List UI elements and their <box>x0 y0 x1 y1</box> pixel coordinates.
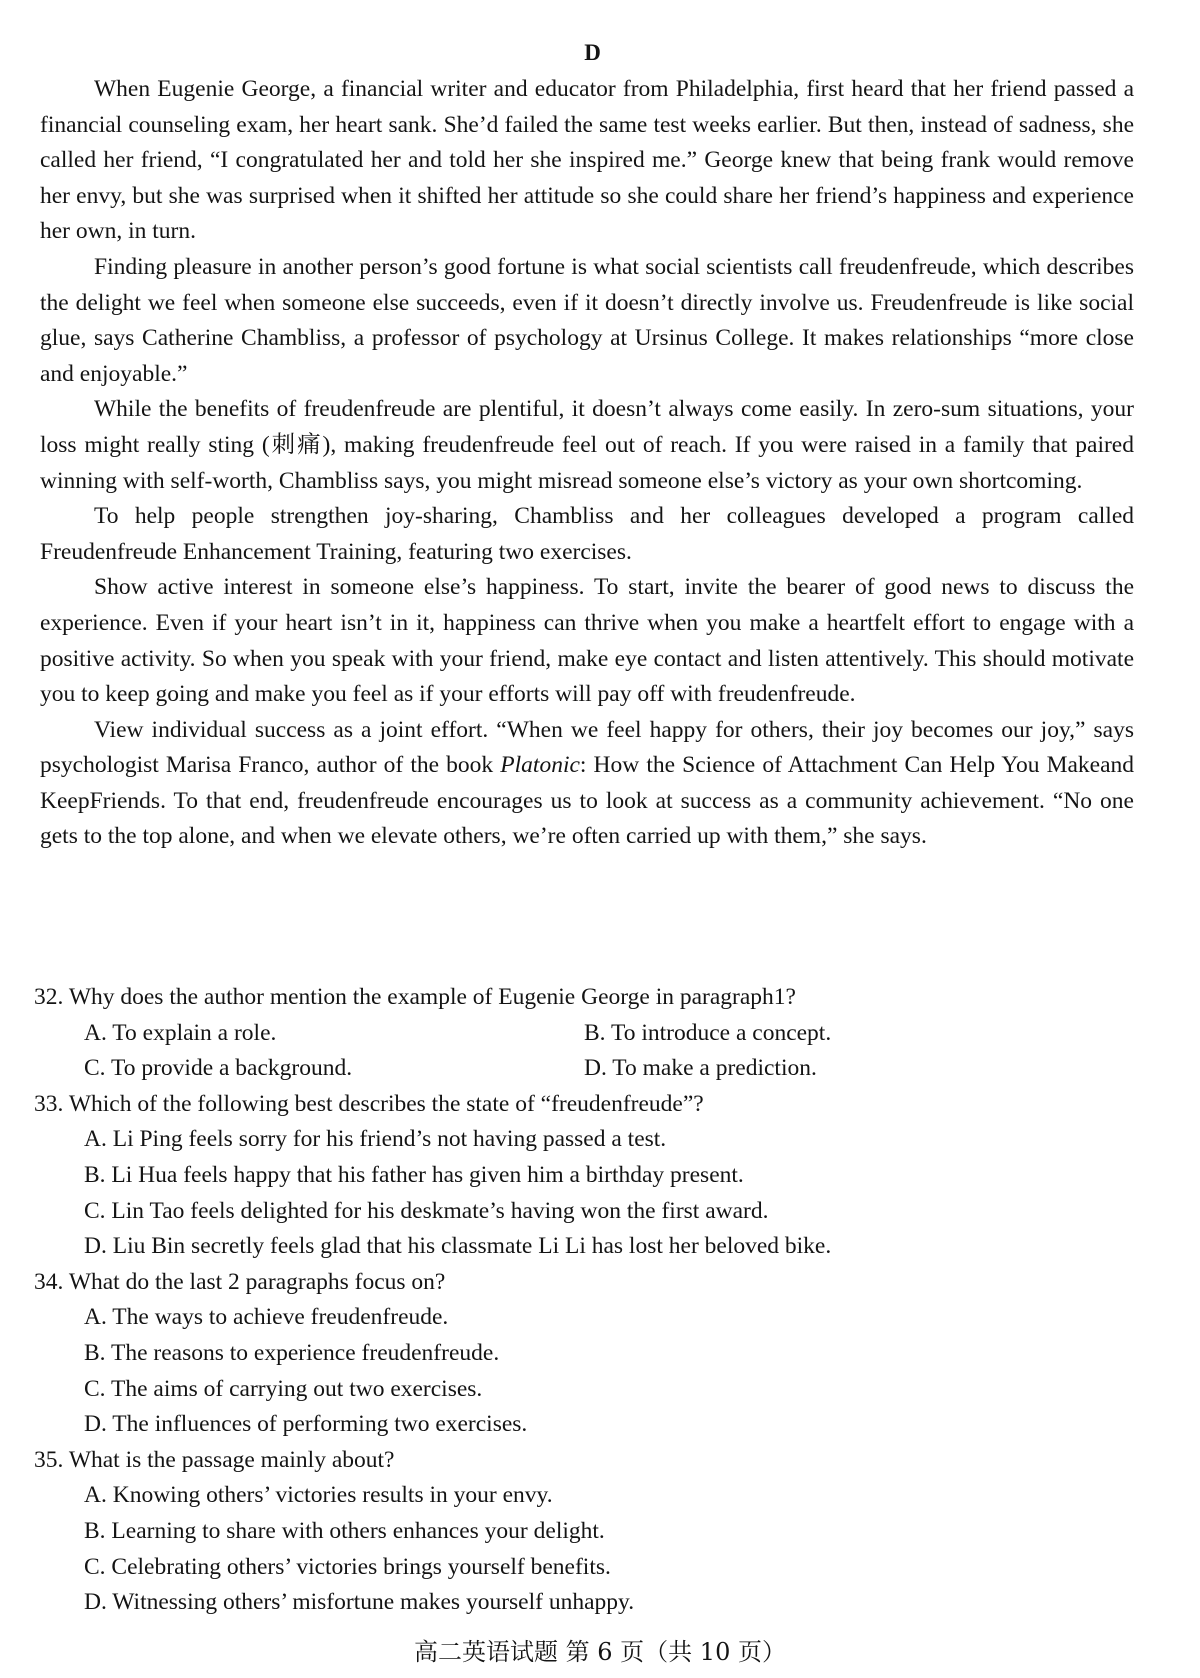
option-c: C. To provide a background. <box>84 1055 353 1082</box>
question-stem: 34. What do the last 2 paragraphs focus on? <box>34 1268 446 1295</box>
option-a: A. Li Ping feels sorry for his friend’s not having passed a test. <box>84 1126 667 1153</box>
paragraph-text: : How the Science of Attachment Can Help You Makeand KeepFriends. To that end, freudenfreude encourages us to look at success as a community achievement. “No one gets to the top alone, and when we elevate others, we’re often carried up with them,” she says. <box>40 752 1134 850</box>
option-c: C. The aims of carrying out two exercises. <box>84 1375 483 1402</box>
option-d: D. Witnessing others’ misfortune makes yourself unhappy. <box>84 1589 635 1616</box>
passage-paragraph-3: While the benefits of freudenfreude are plentiful, it doesn’t always come easily. In zero-sum situations, your loss might really sting (刺痛), making freudenfreude feel out of reach. If you were raised in a family that paired winning with self-worth, Chambliss says, you might misread someone else’s victory as your own shortcoming. <box>40 396 1134 494</box>
section-heading: D <box>584 40 601 65</box>
question-33 <box>34 1087 1134 1265</box>
passage-paragraph-4: To help people strengthen joy-sharing, Chambliss and her colleagues developed a program called Freudenfreude Enhancement Training, featuring two exercises. <box>40 503 1134 565</box>
option-c: C. Celebrating others’ victories brings yourself benefits. <box>84 1553 611 1580</box>
question-stem: 35. What is the passage mainly about? <box>34 1446 395 1473</box>
passage-paragraph-1: When Eugenie George, a financial writer and educator from Philadelphia, first heard that her friend passed a financial counseling exam, her heart sank. She’d failed the same test weeks earlier. But then, instead of sadness, she called her friend, “I congratulated her and told her she inspired me.” George knew that being frank would remove her envy, but she was surprised when it shifted her attitude so she could share her friend’s happiness and experience her own, in turn. <box>40 76 1134 245</box>
option-b: B. The reasons to experience freudenfreude. <box>84 1339 500 1366</box>
reading-passage <box>40 72 1134 855</box>
option-d: D. Liu Bin secretly feels glad that his classmate Li Li has lost her beloved bike. <box>84 1233 832 1260</box>
option-b: B. Learning to share with others enhances your delight. <box>84 1517 605 1544</box>
passage-paragraph-6 <box>40 713 1134 855</box>
question-list <box>34 980 1134 1621</box>
passage-paragraph-2: Finding pleasure in another person’s good fortune is what social scientists call freudenfreude, which describes the delight we feel when someone else succeeds, even if it doesn’t directly involve us. Freudenfreude is like social glue, says Catherine Chambliss, a professor of psychology at Ursinus College. It makes relationships “more close and enjoyable.” <box>40 253 1134 387</box>
book-title: Platonic <box>500 752 580 779</box>
page-footer: 高二英语试题 第 6 页（共 10 页） <box>414 1638 786 1666</box>
question-stem: 33. Which of the following best describes the state of “freudenfreude”? <box>34 1090 704 1117</box>
option-a: A. To explain a role. <box>84 1019 277 1046</box>
question-34 <box>34 1265 1134 1443</box>
option-d: D. To make a prediction. <box>584 1055 817 1082</box>
option-grid <box>34 1016 1134 1087</box>
option-a: A. Knowing others’ victories results in your envy. <box>84 1482 553 1509</box>
option-d: D. The influences of performing two exercises. <box>84 1411 528 1438</box>
option-c: C. Lin Tao feels delighted for his deskmate’s having won the first award. <box>84 1197 769 1224</box>
question-35 <box>34 1443 1134 1621</box>
passage-paragraph-5: Show active interest in someone else’s happiness. To start, invite the bearer of good news to discuss the experience. Even if your heart isn’t in it, happiness can thrive when you make a heartfelt effort to engage with a positive activity. So when you speak with your friend, make eye contact and listen attentively. This should motivate you to keep going and make you feel as if your efforts will pay off with freudenfreude. <box>40 574 1134 708</box>
option-b: B. To introduce a concept. <box>584 1019 832 1046</box>
question-stem: 32. Why does the author mention the example of Eugenie George in paragraph1? <box>34 984 796 1010</box>
question-32 <box>34 980 1134 1087</box>
paragraph-text: View individual success as a joint effort. “When we feel happy for others, their joy becomes our joy,” says psychologist Marisa Franco, author of the book <box>40 716 1134 779</box>
option-b: B. Li Hua feels happy that his father has given him a birthday present. <box>84 1161 744 1188</box>
option-a: A. The ways to achieve freudenfreude. <box>84 1304 449 1331</box>
